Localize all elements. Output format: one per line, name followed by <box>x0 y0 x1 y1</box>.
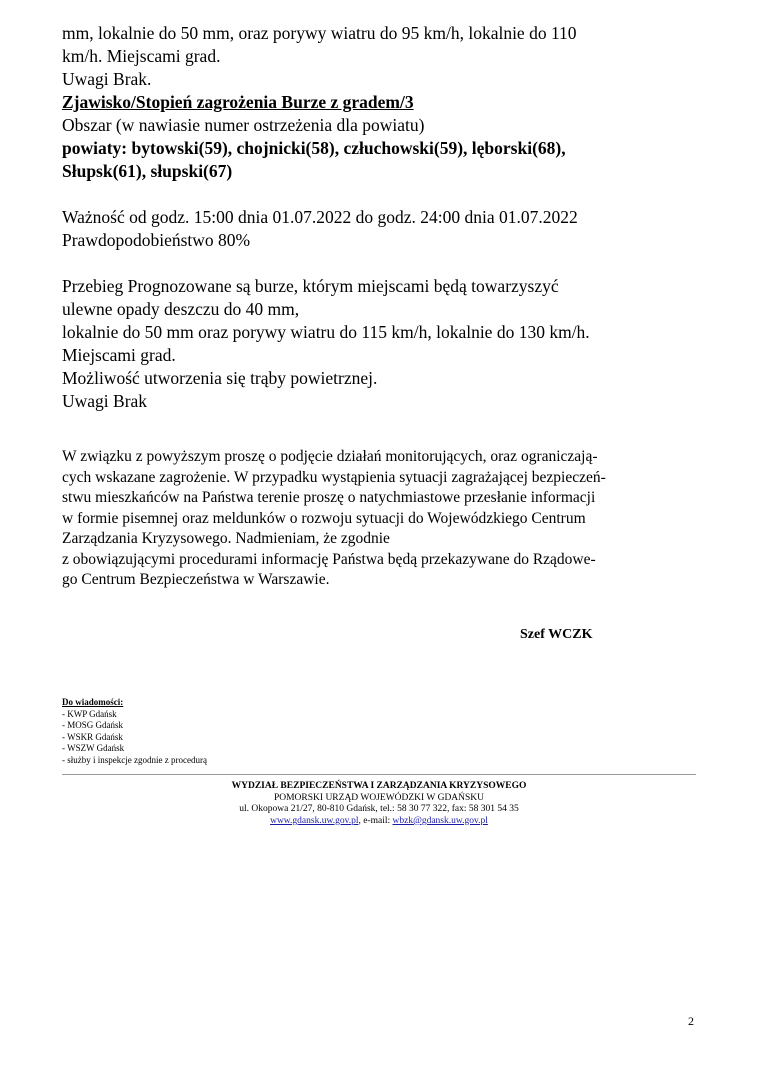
paragraph-line: go Centrum Bezpieczeństwa w Warszawie. <box>62 571 330 588</box>
area-label: Obszar (w nawiasie numer ostrzeżenia dla powiatu) <box>62 115 425 135</box>
paragraph-line: W związku z powyższym proszę o podjęcie działań monitorujących, oraz ograniczają- <box>62 448 598 465</box>
request-paragraph <box>62 447 702 591</box>
counties-line: Słupsk(61), słupski(67) <box>62 161 233 181</box>
counties-line: powiaty: bytowski(59), chojnicki(58), człuchowski(59), lęborski(68), <box>62 138 566 158</box>
paragraph-line: stwu mieszkańców na Państwa terenie proszę o natychmiastowe przesłanie informacji <box>62 489 596 506</box>
course-line: Możliwość utworzenia się trąby powietrznej. <box>62 368 378 388</box>
footer-divider <box>62 774 696 775</box>
distribution-item: - służby i inspekcje zgodnie z procedurą <box>62 754 207 765</box>
paragraph-line: w formie pisemnej oraz meldunków o rozwoju sytuacji do Wojewódzkiego Centrum <box>62 509 586 527</box>
text-line: mm, lokalnie do 50 mm, oraz porywy wiatru do 95 km/h, lokalnie do 110 <box>62 23 577 43</box>
phenomenon-heading: Zjawisko/Stopień zagrożenia Burze z gradem/3 <box>62 92 414 112</box>
distribution-item: - WSZW Gdańsk <box>62 743 125 754</box>
distribution-item: - KWP Gdańsk <box>62 708 117 719</box>
email-label: , e-mail: <box>358 815 393 826</box>
spacer <box>62 183 702 206</box>
course-line: Przebieg Prognozowane są burze, którym miejscami będą towarzyszyć <box>62 276 559 296</box>
website-link[interactable]: www.gdansk.uw.gov.pl <box>270 815 359 826</box>
email-link[interactable]: wbzk@gdansk.uw.gov.pl <box>392 815 488 826</box>
paragraph-line: Zarządzania Kryzysowego. Nadmieniam, że zgodnie <box>62 530 390 547</box>
footer-org: WYDZIAŁ BEZPIECZEŃSTWA I ZARZĄDZANIA KRYZYSOWEGO <box>231 781 527 791</box>
footer-contact <box>62 816 696 828</box>
probability-line: Prawdopodobieństwo 80% <box>62 230 251 250</box>
footer-office: POMORSKI URZĄD WOJEWÓDZKI W GDAŃSKU <box>273 792 485 803</box>
signature: Szef WCZK <box>520 627 593 642</box>
paragraph-line: cych wskazane zagrożenie. W przypadku wystąpienia sytuacji zagrażającej bezpieczeń- <box>62 468 606 486</box>
distribution-list <box>62 697 207 767</box>
distribution-heading: Do wiadomości: <box>62 697 124 707</box>
course-line: ulewne opady deszczu do 40 mm, <box>62 299 300 319</box>
page-number: 2 <box>688 1014 694 1028</box>
warning-body <box>62 22 702 413</box>
footer-address: ul. Okopowa 21/27, 80-810 Gdańsk, tel.: 58 30 77 322, fax: 58 301 54 35 <box>239 804 519 815</box>
footer <box>62 781 696 827</box>
course-line: Miejscami grad. <box>62 345 176 365</box>
text-line: km/h. Miejscami grad. <box>62 46 221 66</box>
paragraph-line: z obowiązującymi procedurami informację Państwa będą przekazywane do Rządowe- <box>62 550 596 568</box>
text-line: Uwagi Brak. <box>62 69 152 89</box>
course-line: lokalnie do 50 mm oraz porywy wiatru do 115 km/h, lokalnie do 130 km/h. <box>62 322 590 342</box>
validity-line: Ważność od godz. 15:00 dnia 01.07.2022 do godz. 24:00 dnia 01.07.2022 <box>62 207 578 227</box>
distribution-item: - MOSG Gdańsk <box>62 720 124 731</box>
remarks-line: Uwagi Brak <box>62 391 148 411</box>
distribution-item: - WSKR Gdańsk <box>62 731 123 742</box>
spacer <box>62 252 702 275</box>
